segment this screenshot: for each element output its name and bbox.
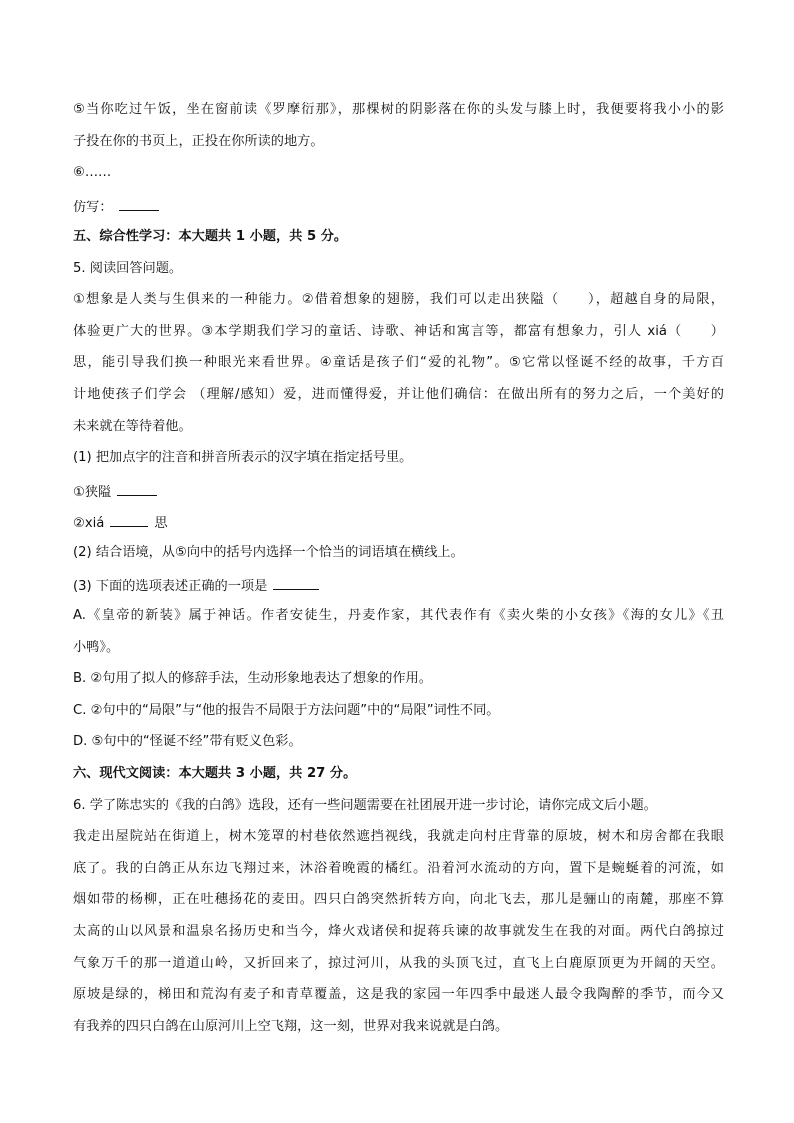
q5-option-c: C. ②句中的“局限”与“他的报告不局限于方法问题”中的“局限”词性不同。 xyxy=(73,703,500,718)
q5-sub1: (1) 把加点字的注音和拼音所表示的汉字填在指定括号里。 xyxy=(73,450,413,465)
sub1-b-suffix: 思 xyxy=(154,516,168,531)
q6-title: 6. 学了陈忠实的《我的白鸽》选段，还有一些问题需要在社团展开进一步讨论，请你完成文后小题。 xyxy=(73,798,657,813)
sub3-label: (3) 下面的选项表述正确的一项是 xyxy=(73,579,268,594)
q4-imitate-row xyxy=(73,196,724,217)
q5-passage-line: 体验更广大的世界。③本学期我们学习的童话、诗歌、神话和寓言等，都富有想象力，引人 xiá（ ） xyxy=(73,324,724,339)
q4-item5-line2: 子投在你的书页上，正投在你所读的地方。 xyxy=(73,134,324,149)
q6-passage-line: 烟如带的杨柳，正在吐穗扬花的麦田。四只白鸽突然折转方向，向北飞去，那儿是骊山的南麓，那座不算 xyxy=(73,892,724,907)
imitate-label: 仿写： xyxy=(73,200,113,215)
q6-passage-line: 气象万千的那一道道山岭，又折回来了，掠过河川，从我的头顶飞过，直飞上白鹿原顶更为开阔的天空。 xyxy=(73,956,724,971)
q5-option-d: D. ⑤句中的“怪诞不经”带有贬义色彩。 xyxy=(73,734,302,749)
sub1-b-label: ②xiá xyxy=(73,516,105,531)
sub1-a-label: ①狭隘 xyxy=(73,485,112,500)
q5-sub1-a-row xyxy=(73,481,724,502)
q6-passage-line: 太高的山以风景和温泉名扬历史和当今，烽火戏诸侯和捉蒋兵谏的故事就发生在我的对面。两代白鸽掠过 xyxy=(73,924,724,939)
q5-option-b: B. ②句用了拟人的修辞手法，生动形象地表达了想象的作用。 xyxy=(73,671,432,686)
q4-item6: ⑥…… xyxy=(73,165,112,180)
section6-heading: 六、现代文阅读：本大题共 3 小题，共 27 分。 xyxy=(73,766,357,781)
q5-option-a-line2: 小鸭》。 xyxy=(73,640,120,655)
q6-passage-line: 原坡是绿的，梯田和荒沟有麦子和青草覆盖，这是我的家园一年四季中最迷人最令我陶醉的季节，而今又 xyxy=(73,987,724,1002)
sub1-b-blank[interactable] xyxy=(110,512,148,527)
q6-passage-line: 底了。我的白鸽正从东边飞翔过来，沐浴着晚霞的橘红。沿着河水流动的方向，置下是蜿蜒着的河流，如 xyxy=(73,861,724,876)
q6-passage-line: 我走出屋院站在街道上，树木笼罩的村巷依然遮挡视线，我就走向村庄背靠的原坡，树木和房舍都在我眼 xyxy=(73,829,724,844)
q5-passage-line: 思，能引导我们换一种眼光来看世界。④童话是孩子们“爱的礼物”。⑤它常以怪诞不经的故事，千方百 xyxy=(73,355,724,370)
q5-sub3-row xyxy=(73,575,724,596)
section5-heading: 五、综合性学习：本大题共 1 小题，共 5 分。 xyxy=(73,229,348,244)
q5-passage-line: 计地使孩子们学会 （理解/感知）爱，进而懂得爱，并让他们确信：在做出所有的努力之后，一个美好的 xyxy=(73,387,724,402)
q5-title: 5. 阅读回答问题。 xyxy=(73,261,183,276)
sub3-blank[interactable] xyxy=(273,575,319,590)
q5-passage-line: 未来就在等待着他。 xyxy=(73,419,192,434)
q6-passage-line: 有我养的四只白鸽在山原河川上空飞翔，这一刻，世界对我来说就是白鸽。 xyxy=(73,1019,509,1034)
q5-passage-line: ①想象是人类与生俱来的一种能力。②借着想象的翅膀，我们可以走出狭隘（ ），超越自身的局限， xyxy=(73,292,724,307)
q4-item5-line1: ⑤当你吃过午饭，坐在窗前读《罗摩衍那》，那棵树的阴影落在你的头发与膝上时，我便要将我小小的影 xyxy=(73,102,724,117)
q5-sub1-b-row xyxy=(73,512,724,533)
imitate-answer-blank[interactable] xyxy=(119,196,159,211)
q5-option-a-line1: A.《皇帝的新装》属于神话。作者安徒生，丹麦作家，其代表作有《卖火柴的小女孩》《海的女儿》《丑 xyxy=(73,608,724,623)
q5-sub2: (2) 结合语境，从⑤向中的括号内选择一个恰当的词语填在横线上。 xyxy=(73,545,464,560)
sub1-a-blank[interactable] xyxy=(117,481,157,496)
